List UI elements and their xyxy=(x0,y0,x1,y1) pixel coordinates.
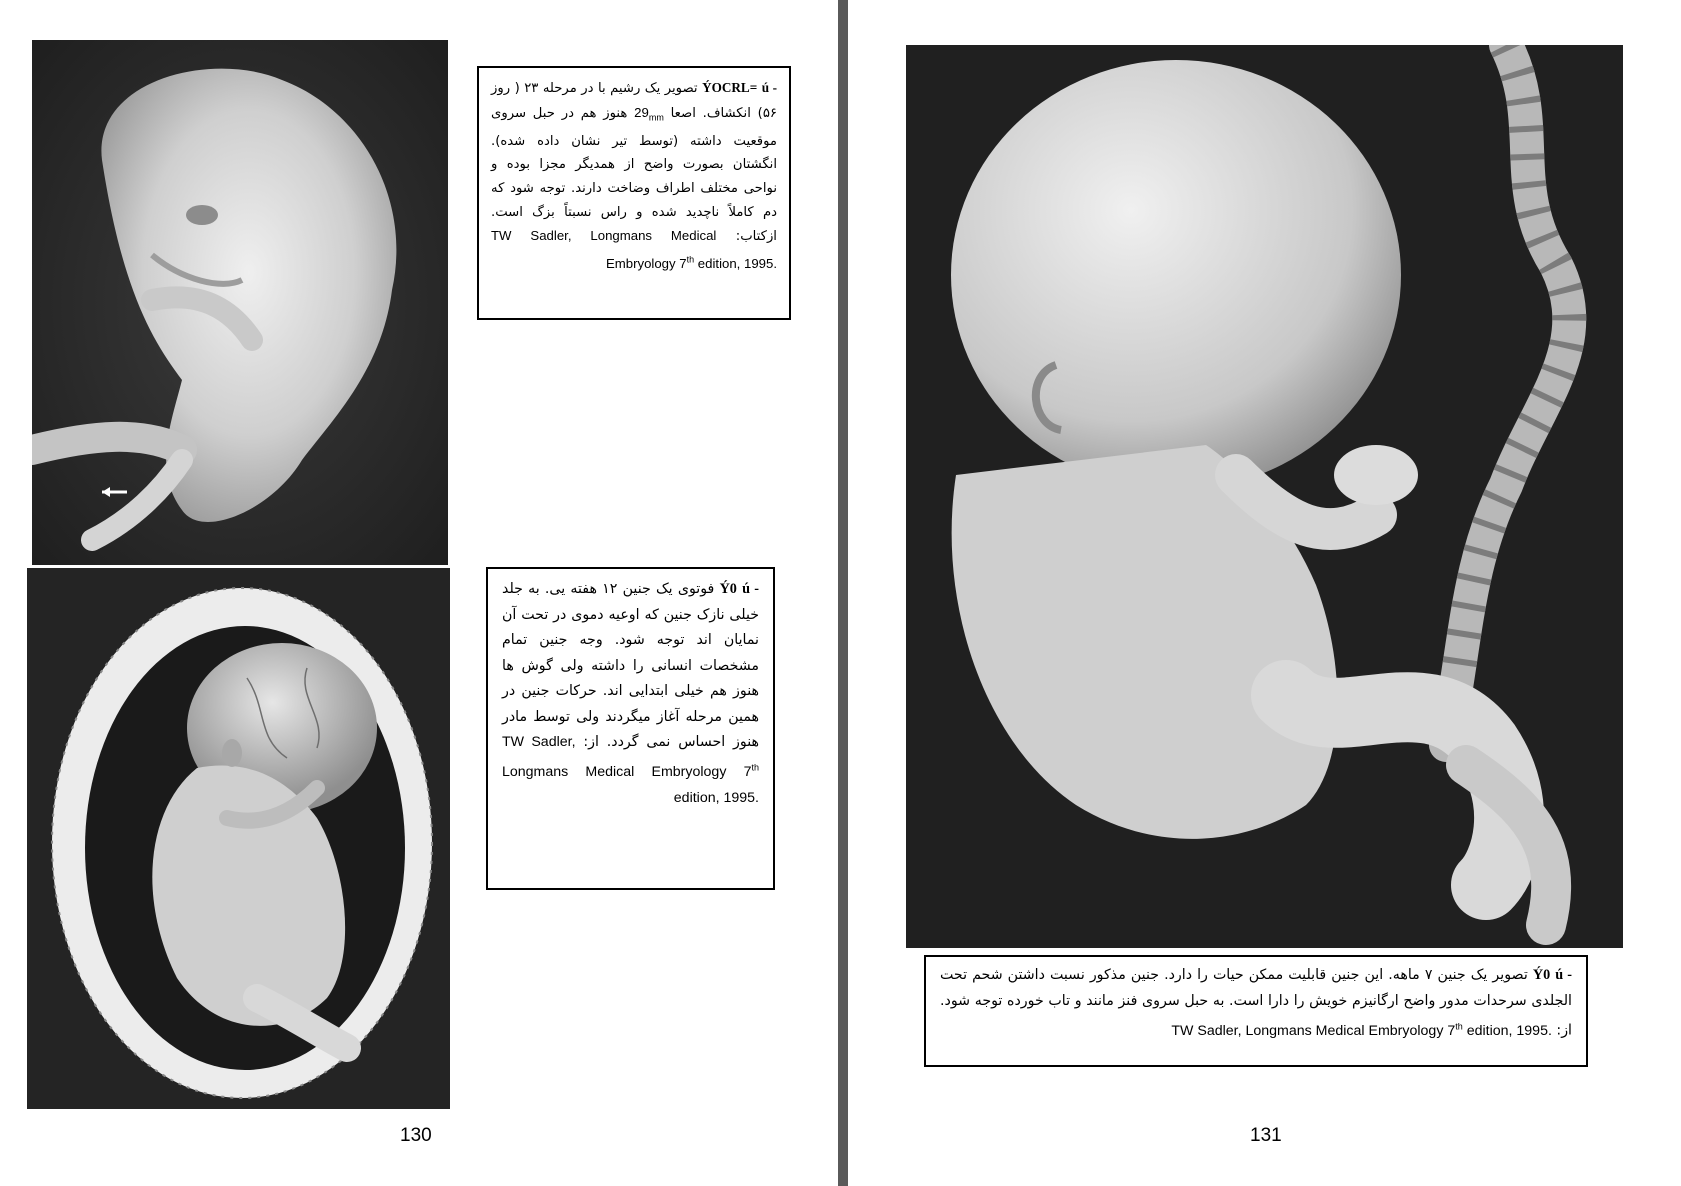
fig-a-text-3: هنوز هم در حبل سروی موقعیت داشته (توسط تیر نشان داده شده). انگشتان بصورت واضح از همدیگر مجزا بوده و نواحی مختلف اطراف وضاخت دارند. توجه شود که دم کاملاً ناچدید شده و راس نسبتاً بزگ است. ازکتاب: xyxy=(491,105,777,245)
fig-b-citation-sup: th xyxy=(751,762,759,773)
fig-c-citation xyxy=(1171,1023,1552,1039)
fetus-12-weeks-in-sac-photo xyxy=(27,568,450,1109)
fig-a-label-mid: ú - xyxy=(761,80,778,95)
fig-a-crl-unit: mm xyxy=(648,112,664,123)
fig-b-caption-box xyxy=(486,567,775,890)
fig-a-citation-2: Longmans Medical Embryology 7 xyxy=(590,228,717,272)
fig-a-crl-measure xyxy=(634,104,664,123)
fig-a-citation-sup: th xyxy=(686,254,695,265)
page-number-right: 131 xyxy=(1250,1125,1282,1146)
fig-a-caption-box xyxy=(477,66,791,320)
fig-b-citation-2: Longmans Medical Embryology 7 xyxy=(502,764,752,781)
fig-b-citation-3: edition, 1995. xyxy=(673,789,759,806)
fig-a-label-prefix: ÝOCRL= xyxy=(702,80,758,95)
fig-c-caption-box xyxy=(924,955,1588,1067)
page-number-left: 130 xyxy=(400,1125,432,1146)
fig-a-text-2: در مرحله ۲۳ ( روز ۵۶) انکشاف. اصعا xyxy=(491,81,777,121)
left-page xyxy=(0,0,838,1186)
fig-c-citation-3: edition, 1995. xyxy=(1462,1022,1552,1039)
fig-b-label-prefix: Ý0 xyxy=(719,581,737,597)
fig-a-citation-3: edition, 1995. xyxy=(694,256,777,272)
book-gutter xyxy=(838,0,848,1186)
fig-b-label-mid: ú - xyxy=(742,581,759,597)
fig-b-citation-1: TW Sadler, xyxy=(502,734,576,750)
fig-a-crl-value: 29 xyxy=(634,104,649,120)
fig-a-text-1: تصویر یک رشیم با xyxy=(597,81,698,96)
fig-c-label-mid: ú - xyxy=(1555,967,1573,983)
fig-c-label-prefix: Ý0 xyxy=(1532,967,1551,983)
fetus-7-months-photo xyxy=(906,45,1623,948)
fig-c-text-1: تصویر یک جنین ۷ ماهه. این جنین قابلیت ممکن حیات را دارد. جنین مذکور نسبت داشتن شحم تحت الجلدی سرحدات مدور واضح ارگانیزم خویش را دارا است. به حبل سروی فنز مانند و تاب خورده توجه شود. از: xyxy=(940,967,1572,1039)
fig-c-citation-sup: th xyxy=(1455,1021,1463,1031)
embryo-stage-23-photo xyxy=(32,40,448,565)
fig-b-text-1: فوتوی یک جنین ۱۲ هفته یی. به جلد خیلی نازک جنین که اوعیه دموی در تحت آن نمایان اند توجه شود. وجه جنین تمام مشخصات انسانی را داشته ولی گوش ها هنوز هم خیلی ابتدایی اند. حرکات جنین در همین مرحله آغاز میگردند ولی توسط مادر هنوز احساس نمی گردد. از: xyxy=(502,581,760,750)
fig-c-citation-1: TW Sadler, Longmans Medical Embryology 7 xyxy=(1171,1022,1456,1039)
fig-a-citation-1: TW Sadler, xyxy=(491,228,572,244)
